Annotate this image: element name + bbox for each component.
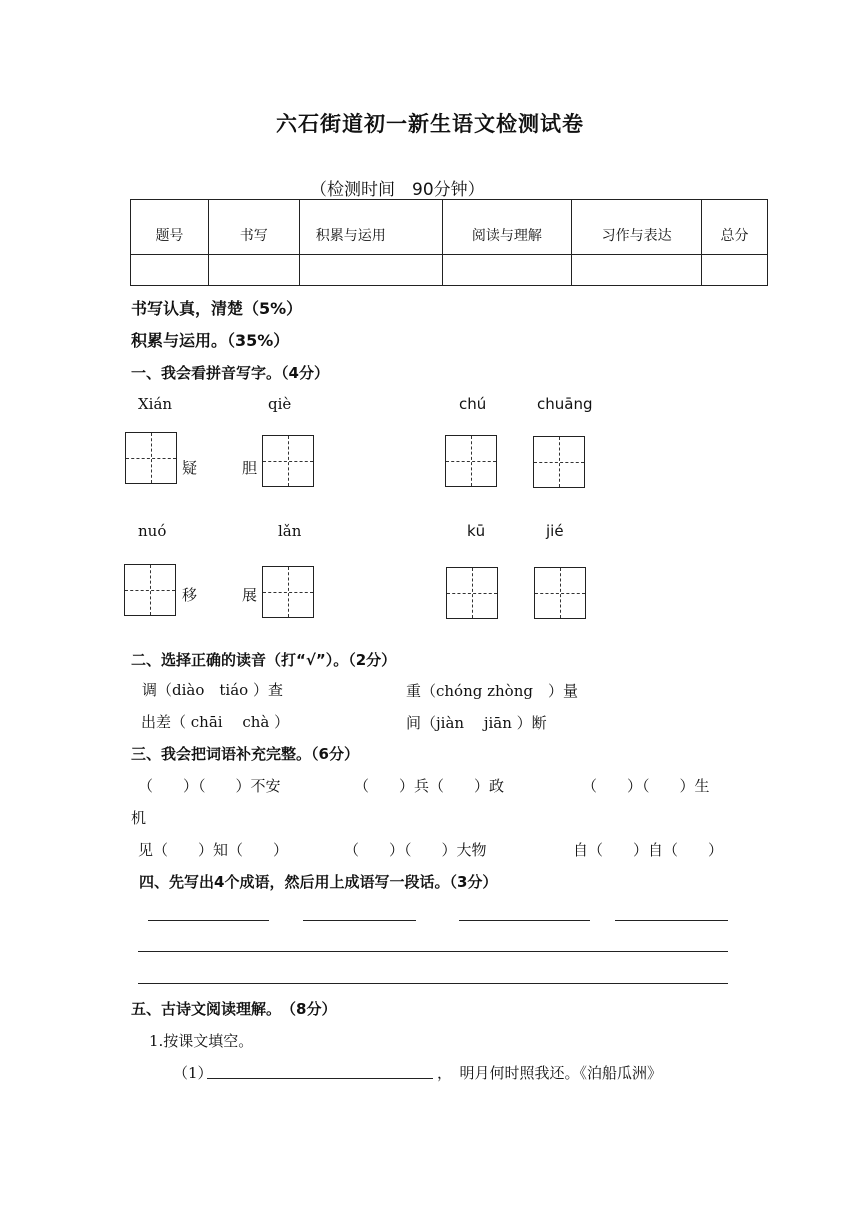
given-character: 疑 <box>182 459 198 477</box>
q3-heading: 三、我会把词语补充完整。（6分） <box>131 745 359 763</box>
idiom-blank[interactable]: （ ）（ ）不安 <box>138 777 281 795</box>
pinyin-label: lǎn <box>278 522 302 540</box>
character-writing-box[interactable] <box>124 564 176 616</box>
poem-item-number: （1） <box>173 1064 213 1082</box>
idiom-answer-line[interactable] <box>615 920 728 921</box>
score-header-cell: 总分 <box>702 200 768 255</box>
score-cell[interactable] <box>208 255 299 286</box>
pinyin-label: jié <box>546 522 564 540</box>
score-header-cell: 积累与运用 <box>299 200 442 255</box>
idiom-blank[interactable]: （ ）（ ）大物 <box>344 841 487 859</box>
score-table-header-row <box>131 200 768 255</box>
accumulation-heading: 积累与运用。（35%） <box>131 331 290 350</box>
q4-heading: 四、先写出4个成语，然后用上成语写一段话。（3分） <box>139 873 498 891</box>
score-cell[interactable] <box>442 255 572 286</box>
pinyin-label: chú <box>459 395 487 413</box>
score-cell[interactable] <box>131 255 209 286</box>
q5-subheading: 1.按课文填空。 <box>149 1032 254 1050</box>
pinyin-label: nuó <box>138 522 167 540</box>
given-character: 移 <box>182 586 198 604</box>
character-writing-box[interactable] <box>446 567 498 619</box>
poem-line-text: ， 明月何时照我还。《泊船瓜洲》 <box>437 1064 663 1082</box>
q1-heading: 一、我会看拼音写字。（4分） <box>131 364 329 382</box>
character-writing-box[interactable] <box>262 566 314 618</box>
given-character: 展 <box>242 586 258 604</box>
score-header-cell: 阅读与理解 <box>442 200 572 255</box>
character-writing-box[interactable] <box>262 435 314 487</box>
score-cell[interactable] <box>299 255 442 286</box>
character-writing-box[interactable] <box>533 436 585 488</box>
idiom-blank[interactable]: （ ）兵（ ）政 <box>354 777 505 795</box>
idiom-answer-line[interactable] <box>303 920 416 921</box>
idiom-blank[interactable]: （ ）（ ）生 <box>582 777 710 795</box>
score-header-cell: 书写 <box>208 200 299 255</box>
reading-choice-item[interactable]: 出差（ chāi chà ） <box>141 713 290 731</box>
character-writing-box[interactable] <box>445 435 497 487</box>
poem-answer-line[interactable] <box>207 1078 433 1079</box>
q2-heading: 二、选择正确的读音（打“√”）。（2分） <box>131 651 397 669</box>
pinyin-label: chuāng <box>537 395 593 413</box>
paragraph-answer-line[interactable] <box>138 951 728 952</box>
idiom-wrap-text: 机 <box>131 809 147 827</box>
score-table <box>130 199 768 286</box>
paragraph-answer-line[interactable] <box>138 983 728 984</box>
reading-choice-item[interactable]: 重（chóng zhòng ）量 <box>406 682 578 700</box>
score-header-cell: 题号 <box>131 200 209 255</box>
character-writing-box[interactable] <box>125 432 177 484</box>
given-character: 胆 <box>242 459 258 477</box>
q5-heading: 五、古诗文阅读理解。 （8分） <box>131 1000 337 1018</box>
character-writing-box[interactable] <box>534 567 586 619</box>
page-title: 六石街道初一新生语文检测试卷 <box>276 112 584 136</box>
pinyin-label: kū <box>467 522 486 540</box>
pinyin-label: qiè <box>268 395 292 413</box>
idiom-answer-line[interactable] <box>459 920 590 921</box>
reading-choice-item[interactable]: 调（diào tiáo ）查 <box>142 681 283 699</box>
score-cell[interactable] <box>702 255 768 286</box>
score-cell[interactable] <box>572 255 702 286</box>
pinyin-label: Xián <box>138 395 173 413</box>
score-header-cell: 习作与表达 <box>572 200 702 255</box>
exam-duration: （检测时间 90分钟） <box>310 180 485 200</box>
idiom-answer-line[interactable] <box>148 920 269 921</box>
score-table-blank-row <box>131 255 768 286</box>
idiom-blank[interactable]: 见（ ）知（ ） <box>138 841 289 859</box>
reading-choice-item[interactable]: 间（jiàn jiān ）断 <box>406 714 547 732</box>
writing-note: 书写认真，清楚（5%） <box>131 299 303 318</box>
idiom-blank[interactable]: 自（ ）自（ ） <box>573 841 724 859</box>
